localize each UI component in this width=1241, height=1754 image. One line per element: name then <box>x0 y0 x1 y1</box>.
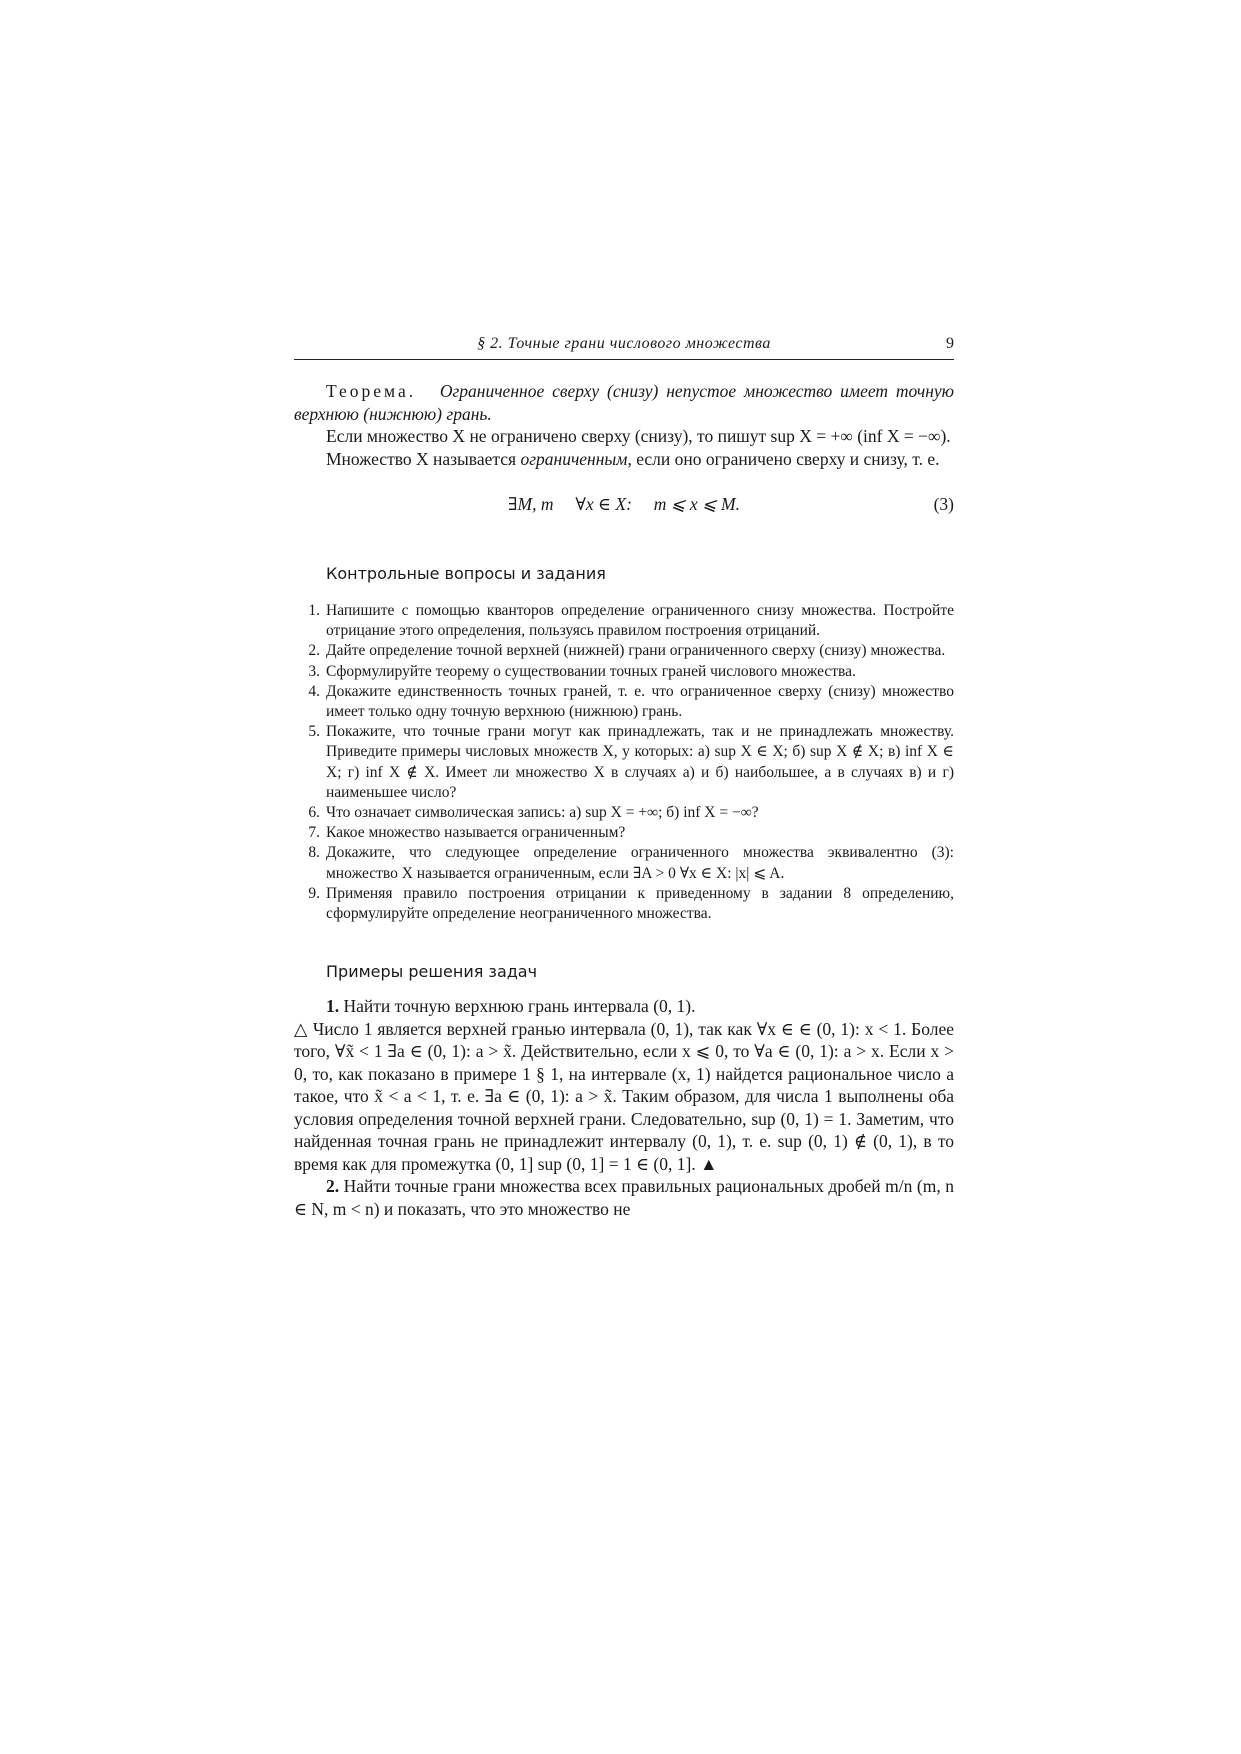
question-number: 1. <box>308 602 320 619</box>
example-2-number: 2. <box>326 1176 340 1197</box>
question-number: 6. <box>308 804 320 822</box>
question-text: Докажите единственность точных граней, т. е. что ограниченное сверху (снизу) множество имеет только одну точную верхнюю (нижнюю) грань. <box>326 682 954 721</box>
example-1-number: 1. <box>326 996 340 1017</box>
question-text: Дайте определение точной верхней (нижней) грани ограниченного сверху (снизу) множества. <box>326 642 946 660</box>
theorem-label: Теорема. <box>326 381 417 401</box>
example-1-solution: △ Число 1 является верхней гранью интервала (0, 1), так как ∀x ∈ ∈ (0, 1): x < 1. Более того, ∀x̃ < 1 ∃a ∈ (0, 1): a > x̃. Действительно, если x ⩽ 0, то ∀a ∈ (0, 1): a > x. Если x > 0, то, как показано в примере 1 § 1, на интервале (x, 1) найдется рациональное число a такое, что x̃ < a < 1, т. е. ∃a ∈ (0, 1): a > x̃. Таким образом, для числа 1 выполнены оба условия определения точной верхней грани. Следовательно, sup (0, 1) = 1. Заметим, что найденная точная грань не принадлежит интервалу (0, 1), т. е. sup (0, 1) ∉ (0, 1), в то время как для промежутка (0, 1] sup (0, 1] = 1 ∈ (0, 1]. ▲ <box>294 1018 954 1174</box>
question-item <box>294 803 954 823</box>
question-text: Какое множество называется ограниченным? <box>326 824 626 842</box>
question-item <box>294 682 954 722</box>
question-text: Докажите, что следующее определение ограниченного множества эквивалентно (3): множество X называется ограниченным, если ∃A > 0 ∀x ∈ X: |x| ⩽ A. <box>326 844 954 882</box>
question-text: Сформулируйте теорему о существовании точных граней числового множества. <box>326 662 856 680</box>
example-2-task <box>294 1175 954 1220</box>
formula-3 <box>294 494 954 516</box>
question-number: 8. <box>308 844 320 862</box>
question-text: Напишите с помощью кванторов определение ограниченного снизу множества. Постройте отрицание этого определения, пользуясь правилом построения отрицаний. <box>326 602 954 640</box>
question-text: Покажите, что точные грани могут как принадлежать, так и не принадлежать множеству. Приведите примеры числовых множеств X, у которых: а) sup X ∈ X; б) sup X ∉ X; в) inf X ∈ X; г) inf X ∉ X. Имеет ли множество X в случаях а) и б) наибольшее, а в случаях в) и г) наименьшее число? <box>326 723 954 801</box>
questions-list <box>294 601 954 924</box>
questions-heading: Контрольные вопросы и задания <box>326 564 606 583</box>
question-item <box>294 884 954 924</box>
question-number: 9. <box>308 884 320 902</box>
bounded-term: ограниченным <box>520 448 628 469</box>
question-item <box>294 641 954 661</box>
theorem-statement: Ограниченное сверху (снизу) непустое множество имеет точную верхнюю (нижнюю) грань. <box>294 381 954 424</box>
book-page <box>294 333 954 1220</box>
question-number: 5. <box>308 723 320 741</box>
bounded-definition-lead: Множество X называется <box>326 448 521 469</box>
unbounded-paragraph: Если множество X не ограничено сверху (снизу), то пишут sup X = +∞ (inf X = −∞). <box>326 426 951 446</box>
question-item <box>294 823 954 843</box>
example-1-task <box>294 995 954 1018</box>
question-number: 2. <box>308 642 320 660</box>
question-item <box>294 722 954 803</box>
formula-number: (3) <box>933 494 954 514</box>
formula-body: ∃M, m ∀x ∈ X: m ⩽ x ⩽ M. <box>508 494 740 514</box>
question-number: 3. <box>308 662 320 680</box>
question-item <box>294 601 954 641</box>
example-1-task-text: Найти точную верхнюю грань интервала (0, 1). <box>339 996 696 1017</box>
theorem-paragraph <box>294 380 954 425</box>
question-number: 4. <box>308 682 320 700</box>
page-number: 9 <box>946 335 954 352</box>
question-item <box>294 843 954 883</box>
question-text: Что означает символическая запись: а) sup X = +∞; б) inf X = −∞? <box>326 804 759 822</box>
examples-heading: Примеры решения задач <box>326 962 538 982</box>
question-text: Применяя правило построения отрицании к приведенному в задании 8 определению, сформулируйте определение неограниченного множества. <box>326 884 954 923</box>
bounded-definition-paragraph <box>294 448 954 471</box>
running-head <box>294 333 954 360</box>
question-item <box>294 662 954 682</box>
running-head-title: § 2. Точные грани числового множества <box>477 335 771 352</box>
example-2-task-text: Найти точные грани множества всех правильных рациональных дробей m/n (m, n ∈ N, m < n) и показать, что это множество не <box>294 1176 954 1219</box>
question-number: 7. <box>308 824 320 842</box>
bounded-definition-tail: , если оно ограничено сверху и снизу, т. е. <box>627 448 940 469</box>
